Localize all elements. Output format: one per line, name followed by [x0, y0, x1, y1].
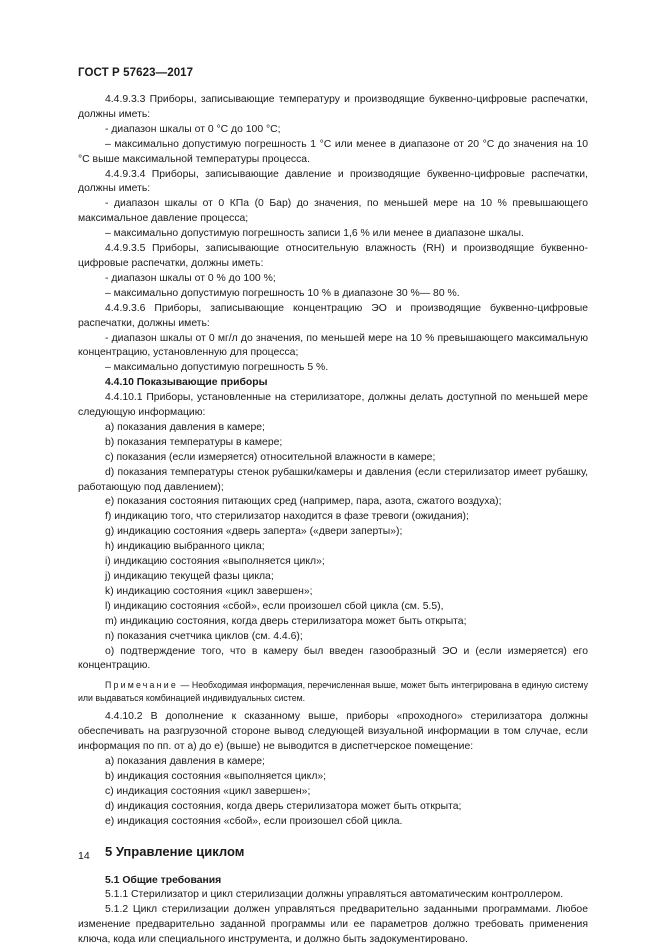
- section-heading-4-4-10: 4.4.10 Показывающие приборы: [105, 377, 268, 389]
- list-item: n) показания счетчика циклов (см. 4.4.6);: [105, 630, 303, 642]
- list-item: - диапазон шкалы от 0 КПа (0 Бар) до значения, по меньшей мере на 10 % превышающего максимальное давление процесса;: [78, 198, 588, 225]
- clause-4-4-10-1: 4.4.10.1 Приборы, установленные на стерилизаторе, должны делать доступной по меньшей мере следующую информацию:: [78, 392, 588, 419]
- list-item: c) индикация состояния «цикл завершен»;: [105, 785, 311, 797]
- list-item: f) индикацию того, что стерилизатор находится в фазе тревоги (ожидания);: [105, 511, 469, 523]
- list-item: a) показания давления в камере;: [105, 756, 265, 768]
- list-item: – максимально допустимую погрешность 5 %.: [105, 362, 329, 374]
- clause-4-4-10-2: 4.4.10.2 В дополнение к сказанному выше, приборы «проходного» стерилизатора должны обеспечивать на разгрузочной стороне вывод следующей визуальной информации в том случае, если информация по пп. от а) до е) (выше) не выводится в диспетчерское помещение:: [78, 711, 588, 753]
- indicator-list-1: [78, 421, 588, 674]
- clause-4-4-9-3-6: 4.4.9.3.6 Приборы, записывающие концентрацию ЭО и производящие буквенно-цифровые распечатки, должны иметь:: [78, 302, 588, 329]
- list-item: b) индикация состояния «выполняется цикл»;: [105, 770, 327, 782]
- list-item: - диапазон шкалы от 0 °С до 100 °С;: [105, 123, 281, 135]
- list-item: b) показания температуры в камере;: [105, 436, 283, 448]
- clause-4-4-9-3-4: 4.4.9.3.4 Приборы, записывающие давление и производящие буквенно-цифровые распечатки, должны иметь:: [78, 168, 588, 195]
- section-heading-5: 5 Управление циклом: [105, 843, 245, 859]
- list-item: h) индикацию выбранного цикла;: [105, 541, 265, 553]
- list-item: g) индикацию состояния «дверь заперта» («двери заперты»);: [105, 526, 403, 538]
- list-item: l) индикацию состояния «сбой», если произошел сбой цикла (см. 5.5),: [105, 600, 444, 612]
- clause-4-4-9-3-3: 4.4.9.3.3 Приборы, записывающие температуру и производящие буквенно-цифровые распечатки, должны иметь:: [78, 94, 588, 120]
- document-body: [78, 93, 588, 948]
- note-label: Примечание: [105, 680, 178, 691]
- list-item: j) индикацию текущей фазы цикла;: [105, 571, 274, 582]
- list-item: d) показания температуры стенок рубашки/камеры и давления (если стерилизатор имеет рубашку, работающую под давлением);: [78, 466, 588, 493]
- list-item: e) показания состояния питающих сред (например, пара, азота, сжатого воздуха);: [105, 496, 502, 508]
- list-item: i) индикацию состояния «выполняется цикл»;: [105, 556, 325, 568]
- indicator-list-2: [78, 755, 588, 830]
- list-item: a) показания давления в камере;: [105, 421, 265, 433]
- clause-5-1-2: 5.1.2 Цикл стерилизации должен управляться предварительно заданными программами. Любое изменение предварительно заданной программы или ее параметров должно требовать применения ключа, кода или специального инструмента, и должно быть задокументировано.: [78, 904, 588, 946]
- document-header: ГОСТ Р 57623—2017: [78, 67, 194, 79]
- list-item: – максимально допустимую погрешность 10 % в диапазоне 30 %— 80 %.: [105, 287, 460, 299]
- list-item: e) индикация состояния «сбой», если произошел сбой цикла.: [105, 815, 403, 827]
- list-item: - диапазон шкалы от 0 мг/л до значения, по меньшей мере на 10 % превышающего максимальную концентрацию, установленную для процесса;: [78, 332, 588, 359]
- note-text: — Необходимая информация, перечисленная выше, может быть интегрирована в единую систему или выдаваться комбинацией индивидуальных систем.: [78, 680, 588, 703]
- clause-4-4-9-3-5: 4.4.9.3.5 Приборы, записывающие относительную влажность (RH) и производящие буквенно-цифровые распечатки, должны иметь:: [78, 243, 588, 269]
- list-item: k) индикацию состояния «цикл завершен»;: [105, 585, 313, 597]
- list-item: c) показания (если измеряется) относительной влажности в камере;: [105, 451, 436, 463]
- note: [78, 679, 588, 704]
- list-item: - диапазон шкалы от 0 % до 100 %;: [105, 272, 276, 284]
- list-item: m) индикацию состояния, когда дверь стерилизатора может быть открыта;: [105, 615, 467, 627]
- list-item: d) индикация состояния, когда дверь стерилизатора может быть открыта;: [105, 800, 462, 812]
- section-heading-5-1: 5.1 Общие требования: [105, 874, 222, 886]
- clause-5-1-1: 5.1.1 Стерилизатор и цикл стерилизации должны управляться автоматическим контроллером.: [105, 889, 564, 901]
- list-item: – максимально допустимую погрешность записи 1,6 % или менее в диапазоне шкалы.: [105, 228, 524, 240]
- list-item: – максимально допустимую погрешность 1 °С или менее в диапазоне от 20 °С до значения на 10 °С выше максимальной температуры процесса.: [78, 138, 588, 165]
- page-number: 14: [78, 850, 90, 862]
- list-item: o) подтверждение того, что в камеру был введен газообразный ЭО и (если измеряется) его концентрацию.: [78, 645, 588, 672]
